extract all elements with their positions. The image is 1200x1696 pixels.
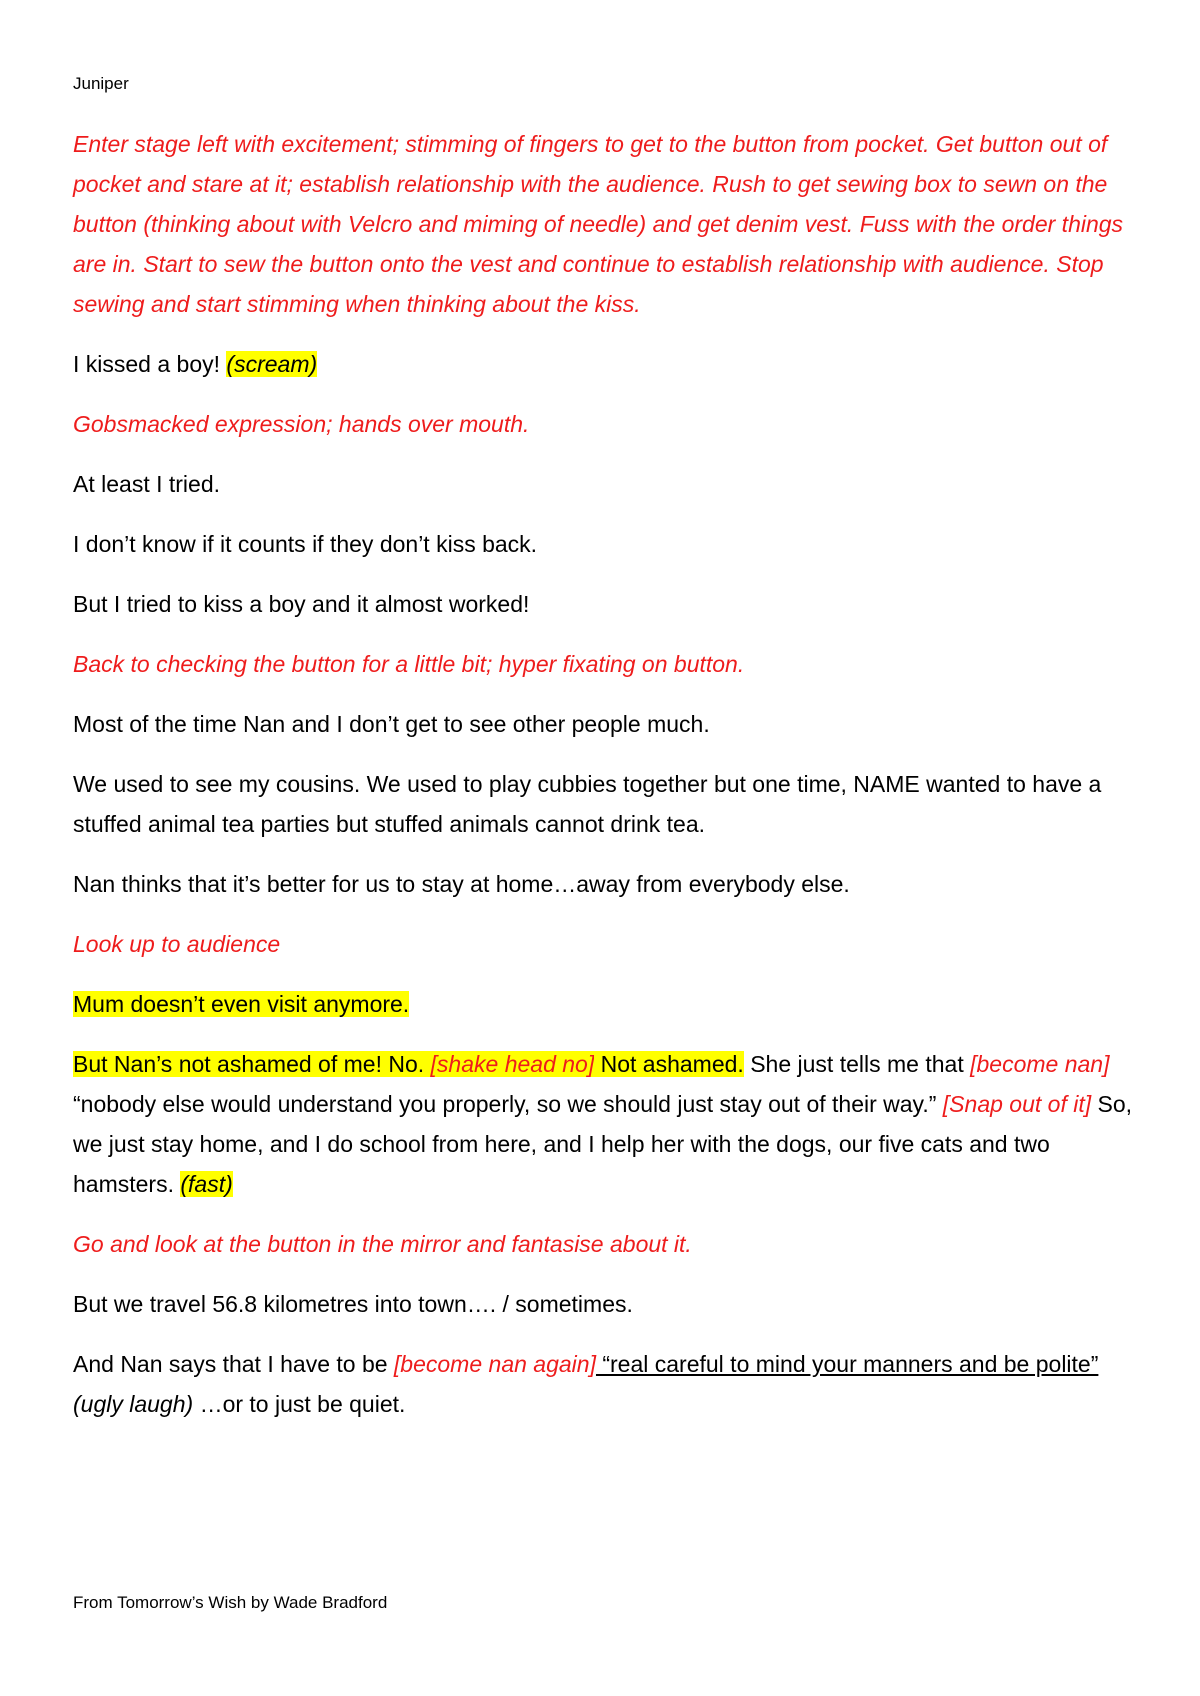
dialogue-line [73, 1044, 1138, 1204]
dialogue-line: At least I tried. [73, 471, 221, 497]
highlighted-text: Not ashamed. [594, 1051, 744, 1077]
footer-source: From Tomorrow’s Wish by Wade Bradford [73, 1593, 388, 1612]
header-character-name: Juniper [73, 74, 129, 93]
highlighted-text: Mum doesn’t even visit anymore. [73, 991, 410, 1017]
cue: [become nan] [970, 1051, 1110, 1077]
dialogue-line: But we travel 56.8 kilometres into town…. / sometimes. [73, 1291, 633, 1317]
stage-direction: Enter stage left with excitement; stimming of fingers to get to the button from pocket. Get button out of pocket and stare at it; establish relationship with the audience. Rush to get sewing box to sewn on the button (thinking about with Velcro and miming of needle) and get denim vest. Fuss with the order things are in. Start to sew the button onto the vest and continue to establish relationship with audience. Stop sewing and start stimming when thinking about the kiss. [73, 131, 1124, 317]
script-body [73, 124, 1138, 1444]
dialogue-line: But I tried to kiss a boy and it almost worked! [73, 591, 530, 617]
dialogue-text: So, we just stay home, and I do school from here, and I help her with the dogs, our five cats and two hamsters. [73, 1091, 1133, 1197]
dialogue-text: She just tells me that [743, 1051, 971, 1077]
stage-direction: Back to checking the button for a little bit; hyper fixating on button. [73, 651, 745, 677]
dialogue-line: Nan thinks that it’s better for us to stay at home…away from everybody else. [73, 871, 850, 897]
dialogue-text: …or to just be quiet. [193, 1391, 406, 1417]
dialogue-text: And Nan says that I have to be [73, 1351, 394, 1377]
cue: [become nan again] [393, 1351, 596, 1377]
cue: [shake head no] [430, 1051, 595, 1077]
stage-direction: Gobsmacked expression; hands over mouth. [73, 411, 530, 437]
stage-direction: Look up to audience [73, 931, 281, 957]
cue: (ugly laugh) [73, 1391, 194, 1417]
underlined-text: “real careful to mind your manners and be polite” [595, 1351, 1099, 1377]
stage-direction: Go and look at the button in the mirror and fantasise about it. [73, 1231, 692, 1257]
cue-highlight: (scream) [226, 351, 318, 377]
cue-highlight: (fast) [180, 1171, 233, 1197]
dialogue-line [73, 984, 1138, 1024]
dialogue-text: I kissed a boy! [73, 351, 227, 377]
dialogue-text: “nobody else would understand you properly, so we should just stay out of their way.” [73, 1091, 943, 1117]
dialogue-line: We used to see my cousins. We used to play cubbies together but one time, NAME wanted to have a stuffed animal tea parties but stuffed animals cannot drink tea. [73, 771, 1102, 837]
dialogue-line [73, 1344, 1138, 1424]
cue: [Snap out of it] [942, 1091, 1092, 1117]
dialogue-line: I don’t know if it counts if they don’t kiss back. [73, 531, 538, 557]
highlighted-text: But Nan’s not ashamed of me! No. [73, 1051, 431, 1077]
dialogue-line: Most of the time Nan and I don’t get to see other people much. [73, 711, 710, 737]
dialogue-line [73, 344, 1138, 384]
